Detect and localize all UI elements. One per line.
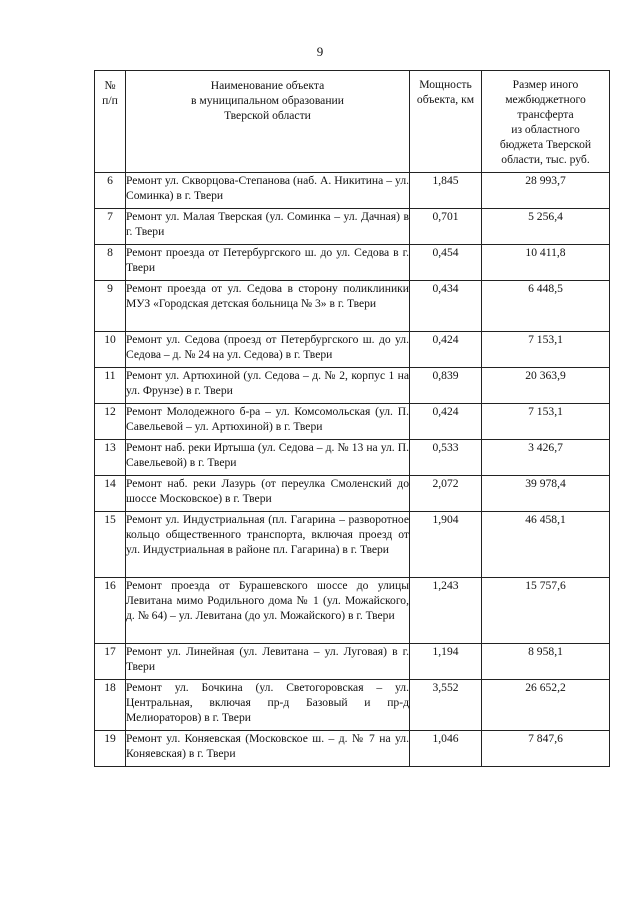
header-capacity bbox=[410, 71, 482, 173]
transfer-table bbox=[94, 70, 610, 767]
row-amount: 3 426,7 bbox=[482, 440, 610, 476]
row-name: Ремонт проезда от ул. Седова в сторону поликлиники МУЗ «Городская детская больница № 3» в г. Твери bbox=[126, 281, 410, 332]
row-name: Ремонт проезда от Петербургского ш. до ул. Седова в г. Твери bbox=[126, 245, 410, 281]
row-num: 10 bbox=[95, 332, 126, 368]
row-name: Ремонт ул. Малая Тверская (ул. Соминка – ул. Дачная) в г. Твери bbox=[126, 209, 410, 245]
row-amount: 10 411,8 bbox=[482, 245, 610, 281]
row-num: 15 bbox=[95, 512, 126, 578]
table-row bbox=[95, 173, 610, 209]
row-name: Ремонт ул. Линейная (ул. Левитана – ул. Луговая) в г. Твери bbox=[126, 644, 410, 680]
row-num: 19 bbox=[95, 731, 126, 767]
row-capacity: 0,424 bbox=[410, 332, 482, 368]
row-num: 6 bbox=[95, 173, 126, 209]
table-row bbox=[95, 440, 610, 476]
header-num bbox=[95, 71, 126, 173]
row-amount: 5 256,4 bbox=[482, 209, 610, 245]
table-row bbox=[95, 512, 610, 578]
row-num: 12 bbox=[95, 404, 126, 440]
row-amount: 26 652,2 bbox=[482, 680, 610, 731]
row-name: Ремонт наб. реки Иртыша (ул. Седова – д. № 13 на ул. П. Савельевой) в г. Твери bbox=[126, 440, 410, 476]
table-row bbox=[95, 332, 610, 368]
row-num: 14 bbox=[95, 476, 126, 512]
header-name-text: Наименование объекта в муниципальном образовании Тверской области bbox=[191, 79, 344, 122]
row-num: 13 bbox=[95, 440, 126, 476]
table-row bbox=[95, 245, 610, 281]
row-amount: 7 153,1 bbox=[482, 404, 610, 440]
table-row bbox=[95, 209, 610, 245]
row-name: Ремонт ул. Коняевская (Московское ш. – д. № 7 на ул. Коняевская) в г. Твери bbox=[126, 731, 410, 767]
row-name: Ремонт ул. Бочкина (ул. Светогоровская – ул. Центральная, включая пр-д Базовый и пр-д Мелиораторов) в г. Твери bbox=[126, 680, 410, 731]
row-capacity: 0,701 bbox=[410, 209, 482, 245]
table-row bbox=[95, 404, 610, 440]
page-number: 9 bbox=[316, 44, 324, 59]
row-name: Ремонт ул. Артюхиной (ул. Седова – д. № 2, корпус 1 на ул. Фрунзе) в г. Твери bbox=[126, 368, 410, 404]
row-capacity: 1,845 bbox=[410, 173, 482, 209]
table-row bbox=[95, 578, 610, 644]
row-amount: 46 458,1 bbox=[482, 512, 610, 578]
row-capacity: 1,194 bbox=[410, 644, 482, 680]
row-num: 18 bbox=[95, 680, 126, 731]
row-capacity: 0,533 bbox=[410, 440, 482, 476]
row-num: 17 bbox=[95, 644, 126, 680]
row-amount: 7 847,6 bbox=[482, 731, 610, 767]
table-row bbox=[95, 281, 610, 332]
header-amount-text: Размер иного межбюджетного трансферта из областного бюджета Тверской области, тыс. руб. bbox=[499, 78, 592, 166]
row-capacity: 1,046 bbox=[410, 731, 482, 767]
row-name: Ремонт Молодежного б-ра – ул. Комсомольская (ул. П. Савельевой – ул. Артюхиной) в г. Твери bbox=[126, 404, 410, 440]
row-capacity: 0,424 bbox=[410, 404, 482, 440]
row-amount: 7 153,1 bbox=[482, 332, 610, 368]
row-amount: 20 363,9 bbox=[482, 368, 610, 404]
row-num: 8 bbox=[95, 245, 126, 281]
row-capacity: 1,904 bbox=[410, 512, 482, 578]
header-amount bbox=[482, 71, 610, 173]
row-capacity: 2,072 bbox=[410, 476, 482, 512]
row-name: Ремонт ул. Скворцова-Степанова (наб. А. Никитина – ул. Соминка) в г. Твери bbox=[126, 173, 410, 209]
row-name: Ремонт наб. реки Лазурь (от переулка Смоленский до шоссе Московское) в г. Твери bbox=[126, 476, 410, 512]
table-row bbox=[95, 476, 610, 512]
header-num-text: № п/п bbox=[102, 79, 118, 107]
row-name: Ремонт проезда от Бурашевского шоссе до улицы Левитана мимо Родильного дома № 1 (ул. Можайского, д. № 64) – ул. Левитана (до ул. Можайского) в г. Твери bbox=[126, 578, 410, 644]
row-amount: 39 978,4 bbox=[482, 476, 610, 512]
row-num: 16 bbox=[95, 578, 126, 644]
row-capacity: 0,839 bbox=[410, 368, 482, 404]
row-capacity: 3,552 bbox=[410, 680, 482, 731]
header-capacity-text: Мощность объекта, км bbox=[416, 78, 475, 106]
table-row bbox=[95, 644, 610, 680]
row-amount: 8 958,1 bbox=[482, 644, 610, 680]
row-num: 7 bbox=[95, 209, 126, 245]
table-row bbox=[95, 368, 610, 404]
header-name bbox=[126, 71, 410, 173]
table-header-row bbox=[95, 71, 610, 173]
row-amount: 6 448,5 bbox=[482, 281, 610, 332]
row-name: Ремонт ул. Седова (проезд от Петербургского ш. до ул. Седова – д. № 24 на ул. Седова) в г. Твери bbox=[126, 332, 410, 368]
row-num: 9 bbox=[95, 281, 126, 332]
table-row bbox=[95, 731, 610, 767]
row-capacity: 0,434 bbox=[410, 281, 482, 332]
row-amount: 28 993,7 bbox=[482, 173, 610, 209]
row-num: 11 bbox=[95, 368, 126, 404]
table-row bbox=[95, 680, 610, 731]
row-capacity: 0,454 bbox=[410, 245, 482, 281]
row-amount: 15 757,6 bbox=[482, 578, 610, 644]
row-name: Ремонт ул. Индустриальная (пл. Гагарина – разворотное кольцо общественного транспорта, включая проезд от ул. Индустриальная в районе пл. Гагарина) в г. Твери bbox=[126, 512, 410, 578]
row-capacity: 1,243 bbox=[410, 578, 482, 644]
